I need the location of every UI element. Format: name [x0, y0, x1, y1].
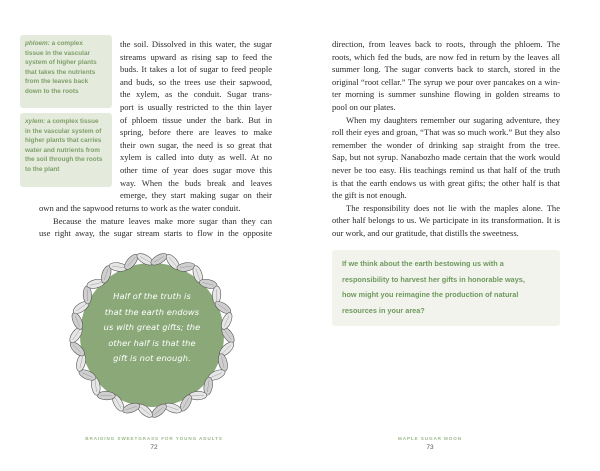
text-line: pool on our plates. [332, 101, 396, 112]
question-line: resources in your area? [342, 305, 425, 315]
glossary-box-xylem [20, 113, 112, 187]
glossary-line [25, 117, 107, 127]
quote-line: us with great gifts; the [103, 322, 201, 332]
glossary-line: down to the roots [25, 87, 79, 95]
question-line: how might you reimagine the production of natural [342, 290, 519, 300]
text-line: xylem is called into duty as well. At no [120, 152, 272, 163]
glossary-line: from the leaves back [25, 78, 89, 86]
quote-line: Half of the truth is [113, 291, 191, 301]
text-line: and buds, so the trees use their sapwood, [120, 76, 272, 87]
text-line: direction, from leaves back to roots, through the phloem. The [332, 39, 560, 49]
text-line: roots, which fed the buds, are now fed in return by the leaves all [332, 51, 560, 62]
text-line: streams upward as rising sap to feed the [120, 51, 272, 62]
pull-quote-wreath [68, 251, 236, 419]
text-line: spring, before there are leaves to make [120, 127, 272, 138]
body-text-narrow [120, 38, 272, 202]
text-line: other half belongs to us. We participate in its transformation. It is [332, 215, 560, 226]
glossary-line: that takes the nutrients [25, 68, 96, 76]
text-line: buds. It takes a lot of sugar to feed people [120, 64, 272, 75]
text-line: original “root cellar.” The syrup we pour over pancakes on a win- [332, 76, 560, 87]
paragraph [332, 114, 560, 202]
glossary-line: system of higher plants [25, 59, 97, 67]
footer-right [280, 436, 580, 451]
text-line: is that the earth endows us with great gifts; the other half is that [332, 177, 560, 188]
text-line: the xylem, as the conduit. Sugar trans- [120, 89, 272, 100]
glossary-line [25, 39, 107, 49]
glossary-text: a complex [49, 40, 83, 47]
paragraph [332, 38, 560, 114]
paragraph [332, 202, 560, 240]
glossary-box-phloem [20, 35, 112, 108]
page-number: 72 [150, 444, 158, 451]
glossary-line: to the plant [25, 165, 60, 173]
text-line: Because the mature leaves make more sugar than they can [53, 215, 272, 226]
glossary-line: higher plants that carries [25, 137, 102, 145]
glossary-line: water and nutrients from [25, 146, 100, 154]
body-text-wide [39, 202, 272, 240]
glossary-text: a complex tissue [45, 118, 99, 125]
glossary-term: xylem: [25, 118, 46, 125]
glossary-term: phloem: [25, 40, 50, 47]
running-head: BRAIDING SWEETGRASS FOR YOUNG ADULTS [85, 436, 223, 441]
text-line: other time of year does sugar move this [120, 164, 272, 175]
text-line: their own sugar, the need is so great that [120, 139, 272, 150]
glossary-line: the soil through the roots [25, 156, 103, 164]
text-line: our work, and our gratitude, that distills the sweetness. [332, 227, 519, 238]
text-line: emerge, they start making sugar on their [120, 190, 272, 201]
text-line: use right away, the sugar stream starts to flow in the opposite [39, 228, 272, 239]
text-line: Sap, but not syrup. Nanabozho made certain that the work would [332, 152, 560, 163]
text-line: never be too easy. His teachings remind us that half of the truth [332, 164, 560, 175]
text-line: The responsibility does not lie with the maples alone. The [346, 202, 560, 213]
page-number: 73 [426, 444, 434, 451]
text-line: the soil. Dissolved in this water, the sugar [120, 39, 272, 49]
question-line: responsibility to harvest her gifts in honorable ways, [342, 274, 525, 284]
text-line: summer long. The sugar converts back to starch, stored in the [332, 64, 560, 75]
text-line: own and the sapwood returns to work as the water conduit. [39, 203, 241, 213]
text-line: ter morning is summer sunshine flowing in golden streams to [332, 89, 560, 100]
glossary-line: in the vascular system of [25, 127, 102, 135]
body-text-right [332, 38, 560, 240]
quote-line: gift is not enough. [113, 353, 191, 363]
right-page [300, 0, 600, 471]
quote-line: other half is that the [108, 337, 196, 348]
question-line: If we think about the earth bestowing us with a [342, 259, 504, 268]
text-line: port is usually restricted to the thin layer [120, 101, 272, 112]
text-line: the gift is not enough. [332, 190, 407, 201]
footer-left [4, 436, 304, 451]
pull-quote-text [90, 289, 214, 367]
text-line: roll their eyes and groan, “That was so much work.” But they also [332, 127, 560, 138]
reflection-question-box [332, 250, 560, 326]
text-line: way. When the buds break and leaves [120, 177, 272, 188]
text-line: remember the wonder of drinking sap straight from the tree. [332, 139, 560, 150]
glossary-line: tissue in the vascular [25, 49, 90, 57]
running-head: MAPLE SUGAR MOON [398, 436, 462, 441]
text-line: When my daughters remember our sugaring adventure, they [346, 114, 560, 125]
quote-line: that the earth endows [104, 306, 200, 317]
text-line: of phloem tissue under the bark. But in [120, 114, 272, 125]
